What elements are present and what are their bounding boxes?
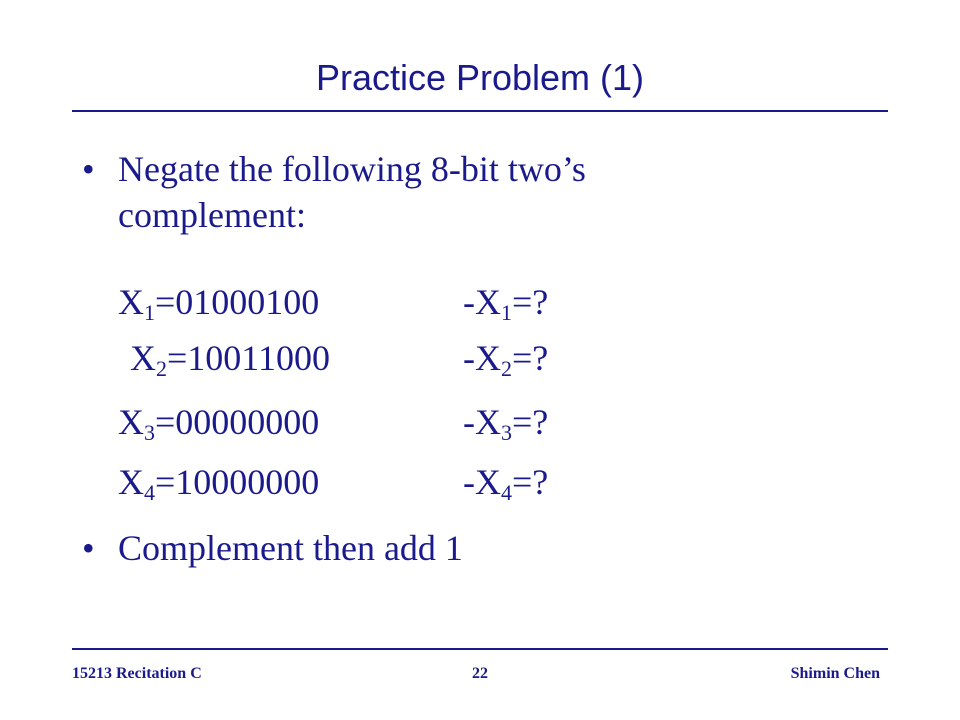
bullet-icon: • xyxy=(82,149,95,189)
equation-rhs: $-X_3=$? xyxy=(463,402,549,445)
footer-course: 15213 Recitation C xyxy=(72,665,202,682)
equation-rhs: $-X_4=$? xyxy=(463,462,549,505)
equation-rhs: $-X_2=$? xyxy=(463,338,549,381)
equation-lhs: $X_1=01000100$ xyxy=(118,282,320,325)
bullet-text: Negate the following 8-bit two’s complement: xyxy=(118,149,586,235)
slide-title: Practice Problem (1) xyxy=(315,57,645,98)
equation-lhs: $X_3=00000000$ xyxy=(118,402,320,445)
equation-rhs: $-X_1=$? xyxy=(463,282,549,325)
equation-lhs: $X_4=10000000$ xyxy=(118,462,320,505)
equation-lhs: $X_2=10011000$ xyxy=(130,338,330,381)
bullet-text: Complement then add 1 xyxy=(118,528,463,568)
footer-author: Shimin Chen xyxy=(790,665,880,682)
footer-divider xyxy=(72,648,888,650)
footer-page-number: 22 xyxy=(472,665,488,682)
title-divider xyxy=(72,110,888,112)
bullet-icon: • xyxy=(82,528,95,568)
